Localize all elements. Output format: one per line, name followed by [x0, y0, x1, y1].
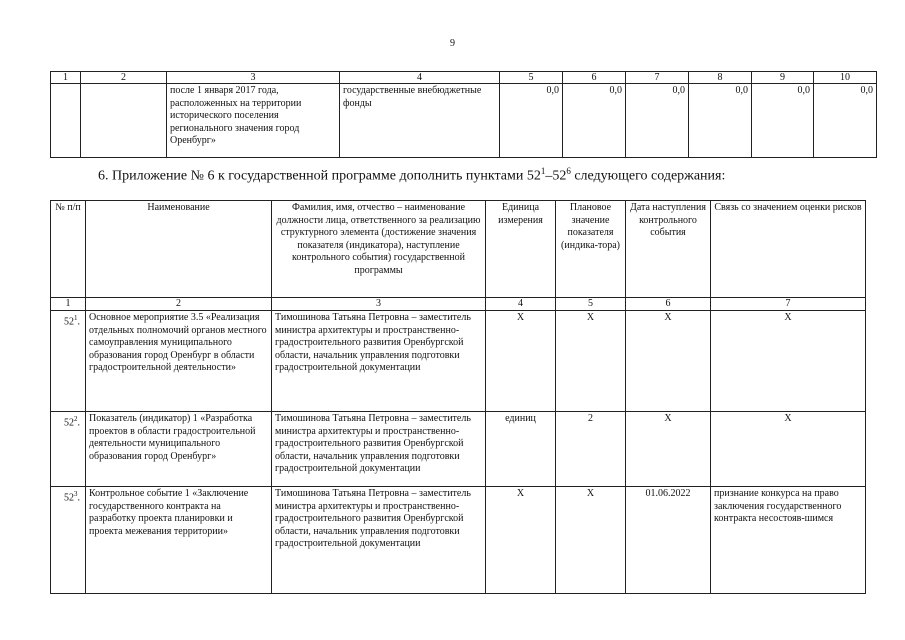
col-header-plan: Плановое значение показателя (индика-тора) — [556, 201, 626, 298]
table-cell — [51, 84, 81, 158]
row-responsible: Тимошинова Татьяна Петровна – заместитель министра архитектуры и пространственно-градостроительного развития Оренбургской области, начальник управления подготовки градостроительной документации — [272, 412, 486, 487]
row-number — [51, 412, 86, 487]
col-header-date: Дата наступления контрольного события — [626, 201, 711, 298]
col-header: 6 — [563, 72, 626, 84]
section-heading — [98, 166, 725, 185]
col-header: 5 — [500, 72, 563, 84]
table-row — [51, 487, 866, 594]
col-header: 9 — [752, 72, 814, 84]
row-plan: 2 — [556, 412, 626, 487]
row-number — [51, 311, 86, 412]
row-date: Х — [626, 311, 711, 412]
row-sup: 1 — [74, 314, 78, 322]
row-dot: . — [77, 492, 80, 504]
value-cell: 0,0 — [814, 84, 877, 158]
heading-sup: 1 — [540, 166, 546, 176]
col-header: 3 — [167, 72, 340, 84]
col-number: 5 — [556, 298, 626, 311]
row-number — [51, 487, 86, 594]
table-cell: после 1 января 2017 года, расположенных на территории исторического поселения регионального значения город Оренбург» — [167, 84, 340, 158]
value-cell: 0,0 — [752, 84, 814, 158]
heading-prefix: 6. Приложение № 6 к государственной программе дополнить пунктами 52 — [98, 168, 541, 184]
row-plan: Х — [556, 487, 626, 594]
value-cell: 0,0 — [500, 84, 563, 158]
col-number: 2 — [86, 298, 272, 311]
row-risk: признание конкурса на право заключения государственного контракта несостояв-шимся — [711, 487, 866, 594]
heading-sup: 6 — [566, 166, 571, 176]
col-number: 4 — [486, 298, 556, 311]
row-sup: 3 — [74, 490, 78, 498]
row-risk: Х — [711, 412, 866, 487]
col-header: 7 — [626, 72, 689, 84]
row-plan: Х — [556, 311, 626, 412]
value-cell: 0,0 — [626, 84, 689, 158]
row-responsible: Тимошинова Татьяна Петровна – заместитель министра архитектуры и пространственно-градостроительного развития Оренбургской области, начальник управления подготовки градостроительной документации — [272, 487, 486, 594]
col-header-name: Наименование — [86, 201, 272, 298]
col-header: 2 — [81, 72, 167, 84]
header-row — [51, 201, 866, 298]
col-header-risk: Связь со значением оценки рисков — [711, 201, 866, 298]
row-unit: единиц — [486, 412, 556, 487]
row-sup: 2 — [74, 415, 78, 423]
continuation-table — [50, 71, 877, 158]
row-name: Контрольное событие 1 «Заключение государственного контракта на разработку проекта планировки и проекта межевания территории» — [86, 487, 272, 594]
col-number: 3 — [272, 298, 486, 311]
table-row — [51, 412, 866, 487]
row-num: 52 — [64, 492, 74, 504]
col-number: 6 — [626, 298, 711, 311]
row-date: 01.06.2022 — [626, 487, 711, 594]
continuation-header-row — [51, 72, 877, 84]
col-number: 1 — [51, 298, 86, 311]
table-row — [51, 84, 877, 158]
col-header-num: № п/п — [51, 201, 86, 298]
col-header: 1 — [51, 72, 81, 84]
col-header-unit: Единица измерения — [486, 201, 556, 298]
table-cell: государственные внебюджетные фонды — [340, 84, 500, 158]
column-number-row — [51, 298, 866, 311]
row-date: Х — [626, 412, 711, 487]
value-cell: 0,0 — [689, 84, 752, 158]
col-header: 10 — [814, 72, 877, 84]
row-unit: Х — [486, 311, 556, 412]
heading-dash: –52 — [545, 168, 567, 184]
page-number: 9 — [450, 38, 455, 49]
heading-suffix: следующего содержания: — [570, 168, 726, 184]
row-dot: . — [77, 417, 80, 429]
col-header: 4 — [340, 72, 500, 84]
row-name: Показатель (индикатор) 1 «Разработка проектов в области градостроительной деятельности муниципального образования город Оренбург» — [86, 412, 272, 487]
row-responsible: Тимошинова Татьяна Петровна – заместитель министра архитектуры и пространственно-градостроительного развития Оренбургской области, начальник управления подготовки градостроительной документации — [272, 311, 486, 412]
col-header-responsible: Фамилия, имя, отчество – наименование должности лица, ответственного за реализацию структурного элемента (достижение значения показателя (индикатора), наступление контрольного события) государственной программы — [272, 201, 486, 298]
row-num: 52 — [64, 316, 74, 328]
row-dot: . — [77, 316, 80, 328]
row-unit: Х — [486, 487, 556, 594]
main-table — [50, 200, 866, 594]
row-name: Основное мероприятие 3.5 «Реализация отдельных полномочий органов местного самоуправления муниципального образования город Оренбург в области градостроительной деятельности» — [86, 311, 272, 412]
col-header: 8 — [689, 72, 752, 84]
col-number: 7 — [711, 298, 866, 311]
table-row — [51, 311, 866, 412]
row-risk: Х — [711, 311, 866, 412]
table-cell — [81, 84, 167, 158]
value-cell: 0,0 — [563, 84, 626, 158]
row-num: 52 — [64, 417, 74, 429]
